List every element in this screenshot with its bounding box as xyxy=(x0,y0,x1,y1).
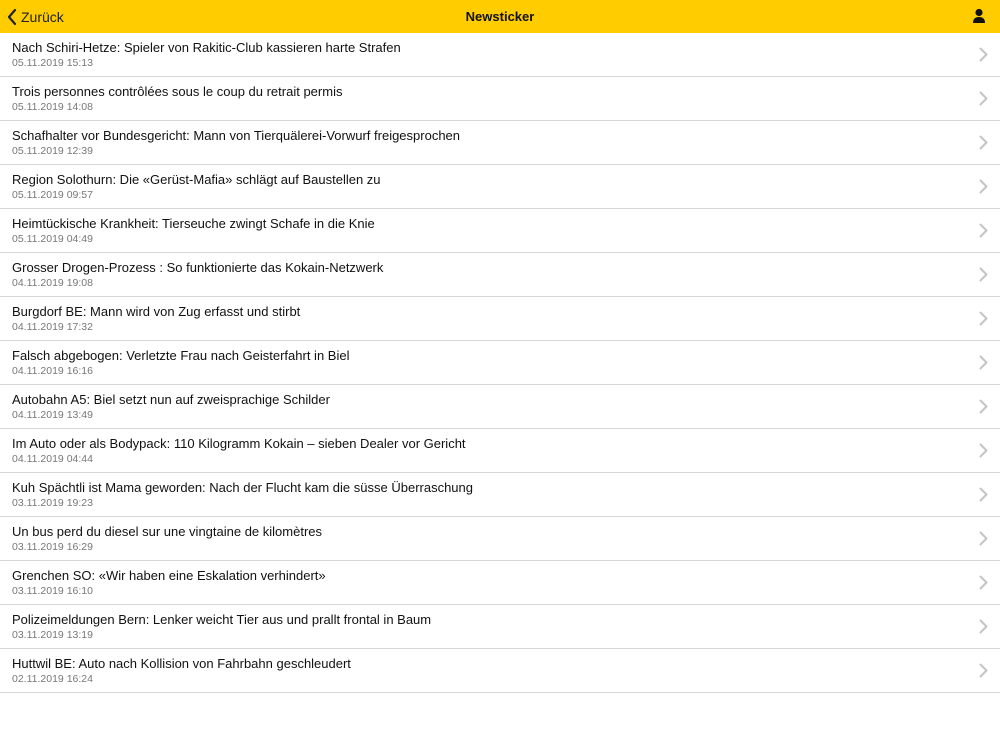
chevron-right-icon xyxy=(979,619,988,634)
news-item-title: Trois personnes contrôlées sous le coup du retrait permis xyxy=(12,84,343,99)
user-icon xyxy=(972,8,986,24)
news-item[interactable] xyxy=(0,605,1000,649)
news-item-date: 05.11.2019 09:57 xyxy=(12,189,93,201)
news-item-date: 04.11.2019 04:44 xyxy=(12,453,93,465)
news-item[interactable] xyxy=(0,33,1000,77)
chevron-right-icon xyxy=(979,267,988,282)
back-button[interactable] xyxy=(6,0,64,33)
news-item[interactable] xyxy=(0,649,1000,693)
news-item-date: 05.11.2019 04:49 xyxy=(12,233,93,245)
navigation-bar xyxy=(0,0,1000,33)
news-item[interactable] xyxy=(0,297,1000,341)
news-item-title: Im Auto oder als Bodypack: 110 Kilogramm Kokain – sieben Dealer vor Gericht xyxy=(12,436,466,451)
news-item-date: 05.11.2019 15:13 xyxy=(12,57,93,69)
news-item[interactable] xyxy=(0,165,1000,209)
news-list xyxy=(0,33,1000,693)
news-item-title: Autobahn A5: Biel setzt nun auf zweisprachige Schilder xyxy=(12,392,330,407)
news-item-title: Kuh Spächtli ist Mama geworden: Nach der Flucht kam die süsse Überraschung xyxy=(12,480,473,495)
chevron-right-icon xyxy=(979,443,988,458)
news-item-title: Schafhalter vor Bundesgericht: Mann von Tierquälerei-Vorwurf freigesprochen xyxy=(12,128,461,143)
news-item-date: 04.11.2019 16:16 xyxy=(12,365,93,377)
chevron-right-icon xyxy=(979,531,988,546)
news-item-title: Falsch abgebogen: Verletzte Frau nach Geisterfahrt in Biel xyxy=(12,348,350,363)
news-item[interactable] xyxy=(0,561,1000,605)
news-item[interactable] xyxy=(0,209,1000,253)
news-item[interactable] xyxy=(0,77,1000,121)
back-button-label: Zurück xyxy=(21,8,64,25)
news-item-title: Polizeimeldungen Bern: Lenker weicht Tier aus und prallt frontal in Baum xyxy=(12,612,432,627)
news-item-title: Grenchen SO: «Wir haben eine Eskalation verhindert» xyxy=(12,568,326,583)
chevron-right-icon xyxy=(979,355,988,370)
news-item-title: Nach Schiri-Hetze: Spieler von Rakitic-Club kassieren harte Strafen xyxy=(12,40,401,55)
chevron-right-icon xyxy=(979,179,988,194)
news-item-date: 03.11.2019 19:23 xyxy=(12,497,93,509)
news-item-date: 02.11.2019 16:24 xyxy=(12,673,93,685)
news-item-date: 04.11.2019 19:08 xyxy=(12,277,93,289)
news-item-title: Burgdorf BE: Mann wird von Zug erfasst und stirbt xyxy=(12,304,301,319)
chevron-right-icon xyxy=(979,135,988,150)
news-item-date: 05.11.2019 14:08 xyxy=(12,101,93,113)
page-title: Newsticker xyxy=(465,9,535,24)
chevron-right-icon xyxy=(979,223,988,238)
news-item[interactable] xyxy=(0,385,1000,429)
news-item-title: Huttwil BE: Auto nach Kollision von Fahrbahn geschleudert xyxy=(12,656,351,671)
chevron-left-icon xyxy=(6,8,18,26)
news-item-title: Heimtückische Krankheit: Tierseuche zwingt Schafe in die Knie xyxy=(12,216,375,231)
user-button[interactable] xyxy=(972,8,986,24)
chevron-right-icon xyxy=(979,399,988,414)
chevron-right-icon xyxy=(979,91,988,106)
news-item[interactable] xyxy=(0,473,1000,517)
chevron-right-icon xyxy=(979,311,988,326)
news-item-date: 03.11.2019 16:10 xyxy=(12,585,93,597)
news-item[interactable] xyxy=(0,253,1000,297)
news-item-title: Un bus perd du diesel sur une vingtaine de kilomètres xyxy=(12,524,323,539)
chevron-right-icon xyxy=(979,487,988,502)
chevron-right-icon xyxy=(979,575,988,590)
chevron-right-icon xyxy=(979,663,988,678)
news-item-date: 04.11.2019 17:32 xyxy=(12,321,93,333)
news-item[interactable] xyxy=(0,429,1000,473)
news-item-date: 04.11.2019 13:49 xyxy=(12,409,93,421)
news-item[interactable] xyxy=(0,341,1000,385)
chevron-right-icon xyxy=(979,47,988,62)
news-item-title: Grosser Drogen-Prozess : So funktionierte das Kokain-Netzwerk xyxy=(12,260,384,275)
news-item-title: Region Solothurn: Die «Gerüst-Mafia» schlägt auf Baustellen zu xyxy=(12,172,381,187)
news-item-date: 03.11.2019 16:29 xyxy=(12,541,93,553)
news-item[interactable] xyxy=(0,517,1000,561)
news-item-date: 03.11.2019 13:19 xyxy=(12,629,93,641)
news-item-date: 05.11.2019 12:39 xyxy=(12,145,93,157)
news-item[interactable] xyxy=(0,121,1000,165)
